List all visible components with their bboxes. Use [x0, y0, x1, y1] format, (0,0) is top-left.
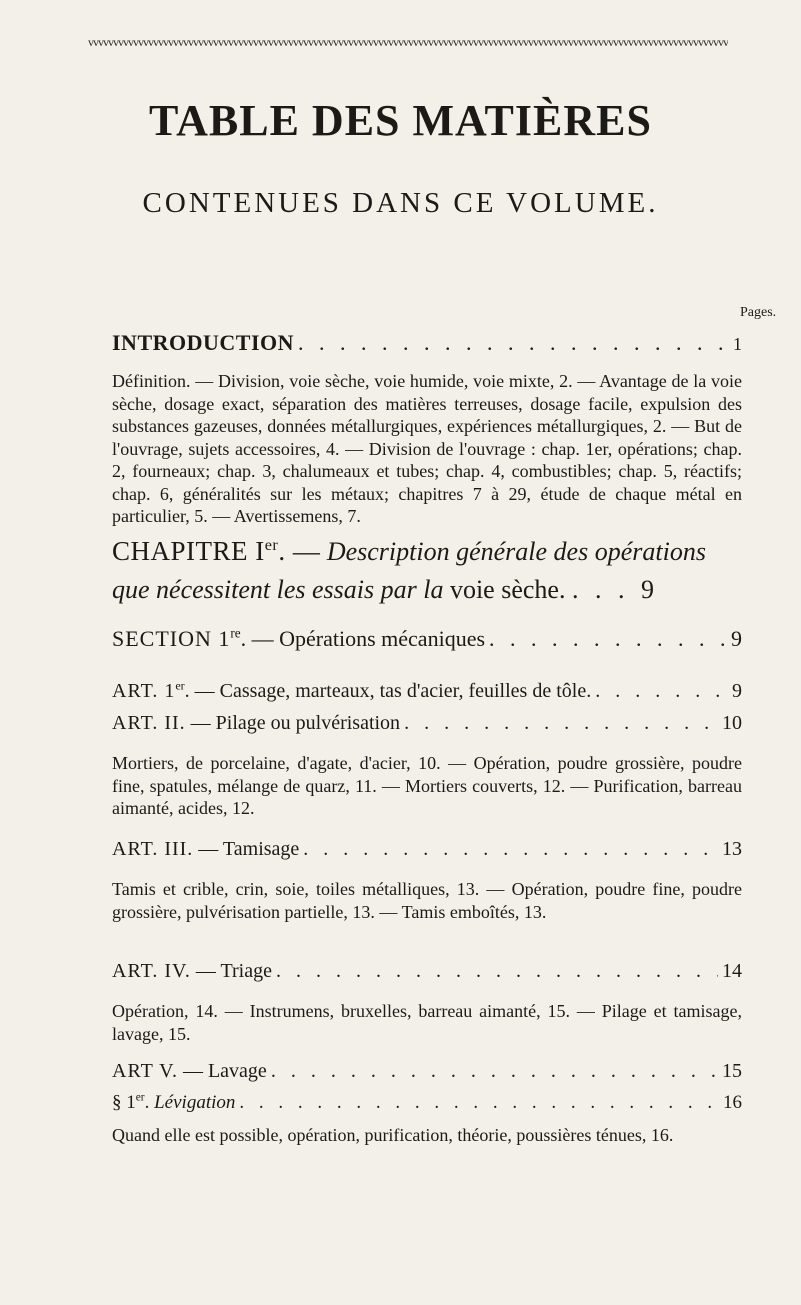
dot-leader [404, 712, 718, 735]
entry-page: 14 [722, 960, 742, 982]
pages-column-label: Pages. [740, 305, 777, 320]
entry-page: 9 [732, 680, 742, 702]
toc-entry-section-1 [112, 626, 742, 652]
entry-label: ART. II. — Pilage ou pulvérisation [112, 712, 401, 734]
subsection-summary: Quand elle est possible, opération, purification, théorie, poussières ténues, 16. [112, 1125, 674, 1145]
dot-leader [276, 960, 718, 983]
entry-label: ART. 1er. — Cassage, marteaux, tas d'acier, feuilles de tôle. [112, 680, 592, 702]
article-3-summary: Tamis et crible, crin, soie, toiles métalliques, 13. — Opération, poudre fine, poudre grossière, pulvérisation partielle, 13. — Tamis emboîtés, 13. [112, 879, 742, 922]
entry-page: 1 [733, 334, 742, 354]
toc-entry-chapter-1: CHAPITRE Ier. — Description générale des opérations que nécessitent les essais par la voie sèche. . . . 9 [112, 536, 706, 604]
dot-leader [489, 626, 727, 652]
toc-entry-article-5 [112, 1060, 742, 1083]
entry-label: SECTION 1re. — Opérations mécaniques [112, 626, 486, 651]
toc-entry-article-1 [112, 680, 742, 703]
toc-entry-article-4 [112, 960, 742, 983]
chapter-title-end: voie sèche. [449, 575, 566, 604]
entry-label: ART. III. — Tamisage [112, 838, 300, 860]
article-2-summary: Mortiers, de porcelaine, d'agate, d'acier, 10. — Opération, poudre grossière, poudre fine, spatules, mélange de quarz, 11. — Mortiers couverts, 12. — Purification, barreau aimanté, acides, 12. [112, 753, 742, 818]
dot-leader [239, 1092, 719, 1114]
entry-page: 10 [722, 712, 742, 734]
entry-label: § 1er. Lévigation [112, 1092, 236, 1113]
toc-entry-article-2 [112, 712, 742, 735]
entry-label: ART V. — Lavage [112, 1060, 267, 1082]
introduction-summary: Définition. — Division, voie sèche, voie humide, voie mixte, 2. — Avantage de la voie sèche, dosage exact, séparation des matières terreuses, dosage facile, expulsion des substances gazeuses, données métallurgiques, expériences métallurgiques, 2. — But de l'ouvrage, sujets accessoires, 4. — Division de l'ouvrage : chap. 1er, opérations; chap. 2, fourneaux; chap. 3, chalumeaux et tubes; chap. 4, combustibles; chap. 5, réactifs; chap. 6, généralités sur les métaux; chapitres 7 à 29, étude de chaque métal en particulier, 5. — Avertissemens, 7. [112, 371, 742, 526]
dot-leader [595, 680, 728, 703]
toc-entry-subsection-1 [112, 1092, 742, 1114]
toc-entry-introduction [112, 330, 742, 356]
dot-leader [303, 838, 718, 861]
entry-label: INTRODUCTION [112, 330, 295, 355]
entry-label: ART. IV. — Triage [112, 960, 272, 982]
dot-leader [298, 330, 729, 356]
page-title: TABLE DES MATIÈRES [149, 96, 652, 145]
entry-page: 15 [722, 1060, 742, 1082]
dot-leader [271, 1060, 718, 1083]
entry-page: 9 [731, 626, 742, 651]
entry-page: 13 [722, 838, 742, 860]
toc-entry-article-3 [112, 838, 742, 861]
chapter-title: Description générale des opérations que nécessitent les essais par la [112, 537, 706, 604]
entry-page: 9 [640, 575, 654, 604]
article-4-summary: Opération, 14. — Instrumens, bruxelles, barreau aimanté, 15. — Pilage et tamisage, lavage, 15. [112, 1001, 742, 1044]
chapter-label: CHAPITRE Ier. — [112, 536, 321, 566]
page-subtitle: CONTENUES DANS CE VOLUME. [142, 187, 659, 219]
decorative-rule: vvvvvvvvvvvvvvvvvvvvvvvvvvvvvvvvvvvvvvvvvvvvvvvvvvvvvvvvvvvvvvvvvvvvvvvvvvvvvvvvvvvvvvvvvvvvvvvvvvvvvvvvvvvvvvvvvvvvvvvvvvvvvvvv [88, 36, 728, 48]
entry-page: 16 [723, 1092, 742, 1113]
